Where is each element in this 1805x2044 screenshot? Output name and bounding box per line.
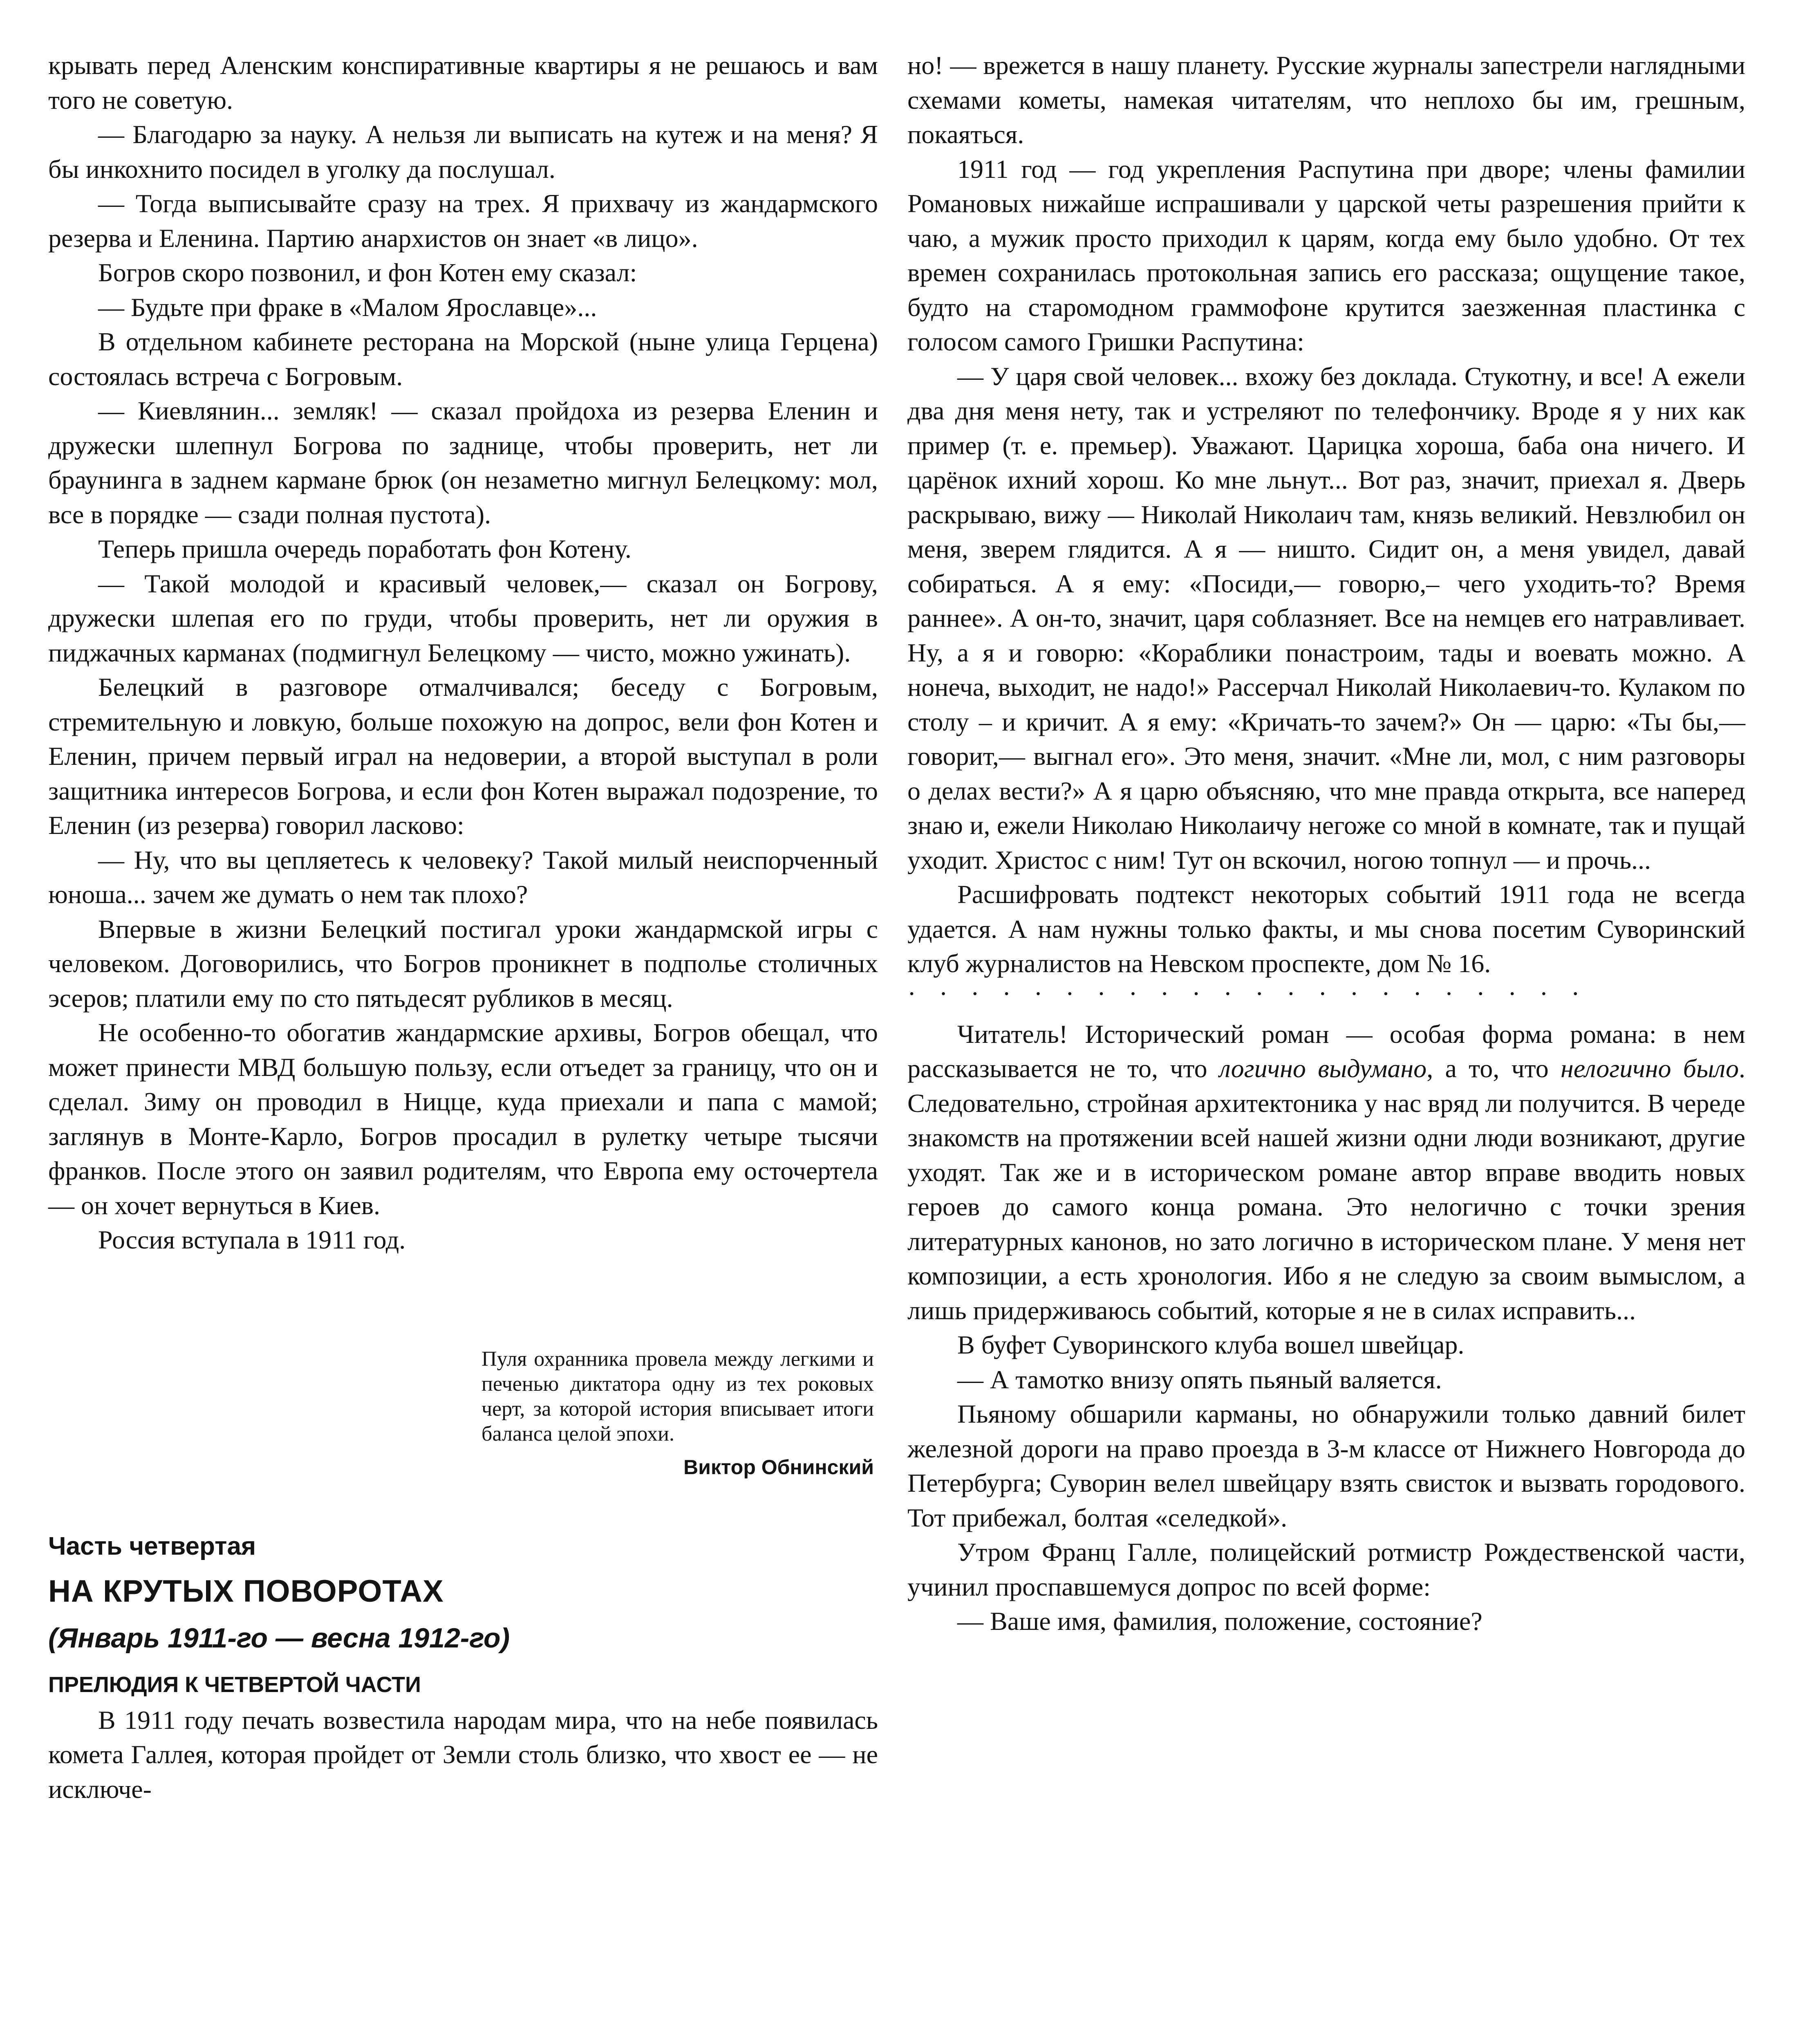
paragraph: — Ваше имя, фамилия, положение, состояние? [957,1607,1483,1636]
part-dates: (Январь 1911-го — весна 1912-го) [48,1622,510,1654]
prelude-paragraph: В 1911 году печать возвестила народам мира, что на небе появилась комета Галлея, которая пройдет от Земли столь близко, что хвост ее — не исключе- [48,1705,878,1804]
reader-text-1: Читатель! Исторический роман — особая форма романа: в нем рассказывается не то, что [907,1019,1745,1083]
epigraph-text: Пуля охранника провела между легкими и печенью диктатора одну из тех роковых черт, за которой история вписывает итоги баланса целой эпохи. [481,1347,874,1446]
paragraph: Теперь пришла очередь поработать фон Котену. [98,534,632,563]
paragraph: Впервые в жизни Белецкий постигал уроки жандармской игры с человеком. Договорились, что Богров проникнет в подполье столичных эсеров; платили ему по сто пятьдесят рубликов в месяц. [48,914,878,1013]
paragraph: — Ну, что вы цепляетесь к человеку? Такой милый неиспорченный юноша... зачем же думать о нем так плохо? [48,845,878,909]
reader-paragraph [907,1017,1745,1328]
left-column [48,48,878,1806]
paragraph: Не особенно-то обогатив жандармские архивы, Богров обещал, что может принести МВД большую пользу, если отъедет за границу, что он и сделал. Зиму он проводил в Ницце, куда приехали и папа с мамой; заглянув в Монте-Карло, Богров просадил в рулетку четыре тысячи франков. После этого он заявил родителям, что Европа ему осточертела — он хочет вернуться в Киев. [48,1018,878,1220]
paragraph: 1911 год — год укрепления Распутина при дворе; члены фамилии Романовых нижайше испрашивали у царской четы разрешения прийти к чаю, а мужик просто приходил к царям, когда ему было удобно. От тех времен сохранилась протокольная запись его рассказа; ощущение такое, будто на старомодном граммофоне крутится заезженная пластинка с голосом самого Гришки Распутина: [907,154,1745,356]
left-body-text [48,48,878,1257]
paragraph: — Такой молодой и красивый человек,— сказал он Богрову, дружески шлепая его по груди, чтобы проверить, нет ли оружия в пиджачных карманах (подмигнул Белецкому — чисто, можно ужинать). [48,569,878,667]
paragraph: — Будьте при фраке в «Малом Ярославце»... [98,292,597,322]
paragraph: Расшифровать подтекст некоторых событий 1911 года не всегда удается. А нам нужны только факты, и мы снова посетим Суворинский клуб журналистов на Невском проспекте, дом № 16. [907,880,1745,978]
paragraph: — Благодарю за науку. А нельзя ли выписать на кутеж и на меня? Я бы инкохнито посидел в уголку да послушал. [48,120,878,184]
part-label: Часть четвертая [48,1532,256,1560]
paragraph: но! — врежется в нашу планету. Русские журналы запестрели наглядными схемами кометы, намекая читателям, что неплохо бы им, грешным, покаяться. [907,51,1745,149]
paragraph: Белецкий в разговоре отмалчивался; беседу с Богровым, стремительную и ловкую, больше похожую на допрос, вели фон Котен и Еленин, причем первый играл на недоверии, а второй выступал в роли защитника интересов Богрова, и если фон Котен выражал подозрение, то Еленин (из резерва) говорил ласково: [48,672,878,840]
paragraph: В буфет Суворинского клуба вошел швейцар. [957,1330,1465,1359]
section-divider-dots: · · · · · · · · · · · · · · · · · · · · · · [907,983,1588,1004]
reader-text-3: . Следовательно, стройная архитектоника у нас вряд ли получится. В череде знакомств на протяжении всей нашей жизни одни люди возникают, другие уходят. Так же и в историческом романе автор вправе вводить новых героев до самого конца романа. Это нелогично с точки зрения литературных канонов, но зато логично в историческом плане. У меня нет композиции, а есть хронология. Ибо я не следую за своим вымыслом, а лишь придерживаюсь событий, которые я не в силах исправить... [907,1054,1746,1325]
epigraph-author: Виктор Обнинский [683,1455,874,1479]
paragraph: — А тамотко внизу опять пьяный валяется. [957,1365,1442,1394]
paragraph: — Киевлянин... земляк! — сказал пройдоха из резерва Еленин и дружески шлепнул Богрова по заднице, чтобы проверить, нет ли браунинга в заднем кармане брюк (он незаметно мигнул Белецкому: мол, все в порядке — сзади полная пустота). [48,396,878,529]
reader-italic-2: нелогично было [1561,1054,1739,1083]
paragraph: В отдельном кабинете ресторана на Морской (ныне улица Герцена) состоялась встреча с Богровым. [48,327,878,391]
prelude-heading: ПРЕЛЮДИЯ К ЧЕТВЕРТОЙ ЧАСТИ [48,1672,421,1697]
reader-text-2: , а то, что [1427,1054,1561,1083]
paragraph: — Тогда выписывайте сразу на трех. Я прихвачу из жандармского резерва и Еленина. Партию анархистов он знает «в лицо». [48,189,878,253]
paragraph: Россия вступала в 1911 год. [98,1225,406,1254]
part-title: НА КРУТЫХ ПОВОРОТАХ [48,1573,444,1609]
reader-italic-1: логично выдумано [1219,1054,1427,1083]
paragraph: — У царя свой человек... вхожу без доклада. Стукотну, и все! А ежели два дня меня нету, так и устреляют по телефончику. Вроде я у них как пример (т. е. премьер). Уважают. Царицка хороша, баба она ничего. И царёнок ихний хорош. Ко мне льнут... Вот раз, значит, приехал я. Дверь раскрываю, вижу — Николай Николаич там, князь великий. Невзлюбил он меня, зверем глядится. А я — ништо. Сидит он, а меня увидел, давай собираться. А я ему: «Посиди,— говорю,– чего уходить-то? Время раннее». А он-то, значит, царя соблазняет. Все на немцев его натравливает. Ну, а я и говорю: «Кораблики понастроим, тады и воевать можно. А нонеча, выходит, не надо!» Рассерчал Николай Николаевич-то. Кулаком по столу – и кричит. А я ему: «Кричать-то зачем?» Он — царю: «Ты бы,— говорит,— выгнал его». Это меня, значит. «Мне ли, мол, с ним разговоры о делах вести?» А я царю объясняю, что мне правда открыта, все наперед знаю и, ежели Николаю Николаичу негоже со мной в комнате, так и пущай уходит. Христос с ним! Тут он вскочил, ногою топнул — и прочь... [907,361,1745,874]
epigraph [481,1347,874,1479]
paragraph: крывать перед Аленским конспиративные квартиры я не решаюсь и вам того не советую. [48,51,878,114]
paragraph: Утром Франц Галле, полицейский ротмистр Рождественской части, учинил проспавшемуся допрос по всей форме: [907,1537,1745,1601]
paragraph: Богров скоро позвонил, и фон Котен ему сказал: [98,258,637,287]
paragraph: Пьяному обшарили карманы, но обнаружили только давний билет железной дороги на право проезда в 3-м классе от Нижнего Новгорода до Петербурга; Суворин велел швейцару взять свисток и вызвать городового. Тот прибежал, болтая «селедкой». [907,1399,1745,1532]
right-column [907,48,1745,1639]
